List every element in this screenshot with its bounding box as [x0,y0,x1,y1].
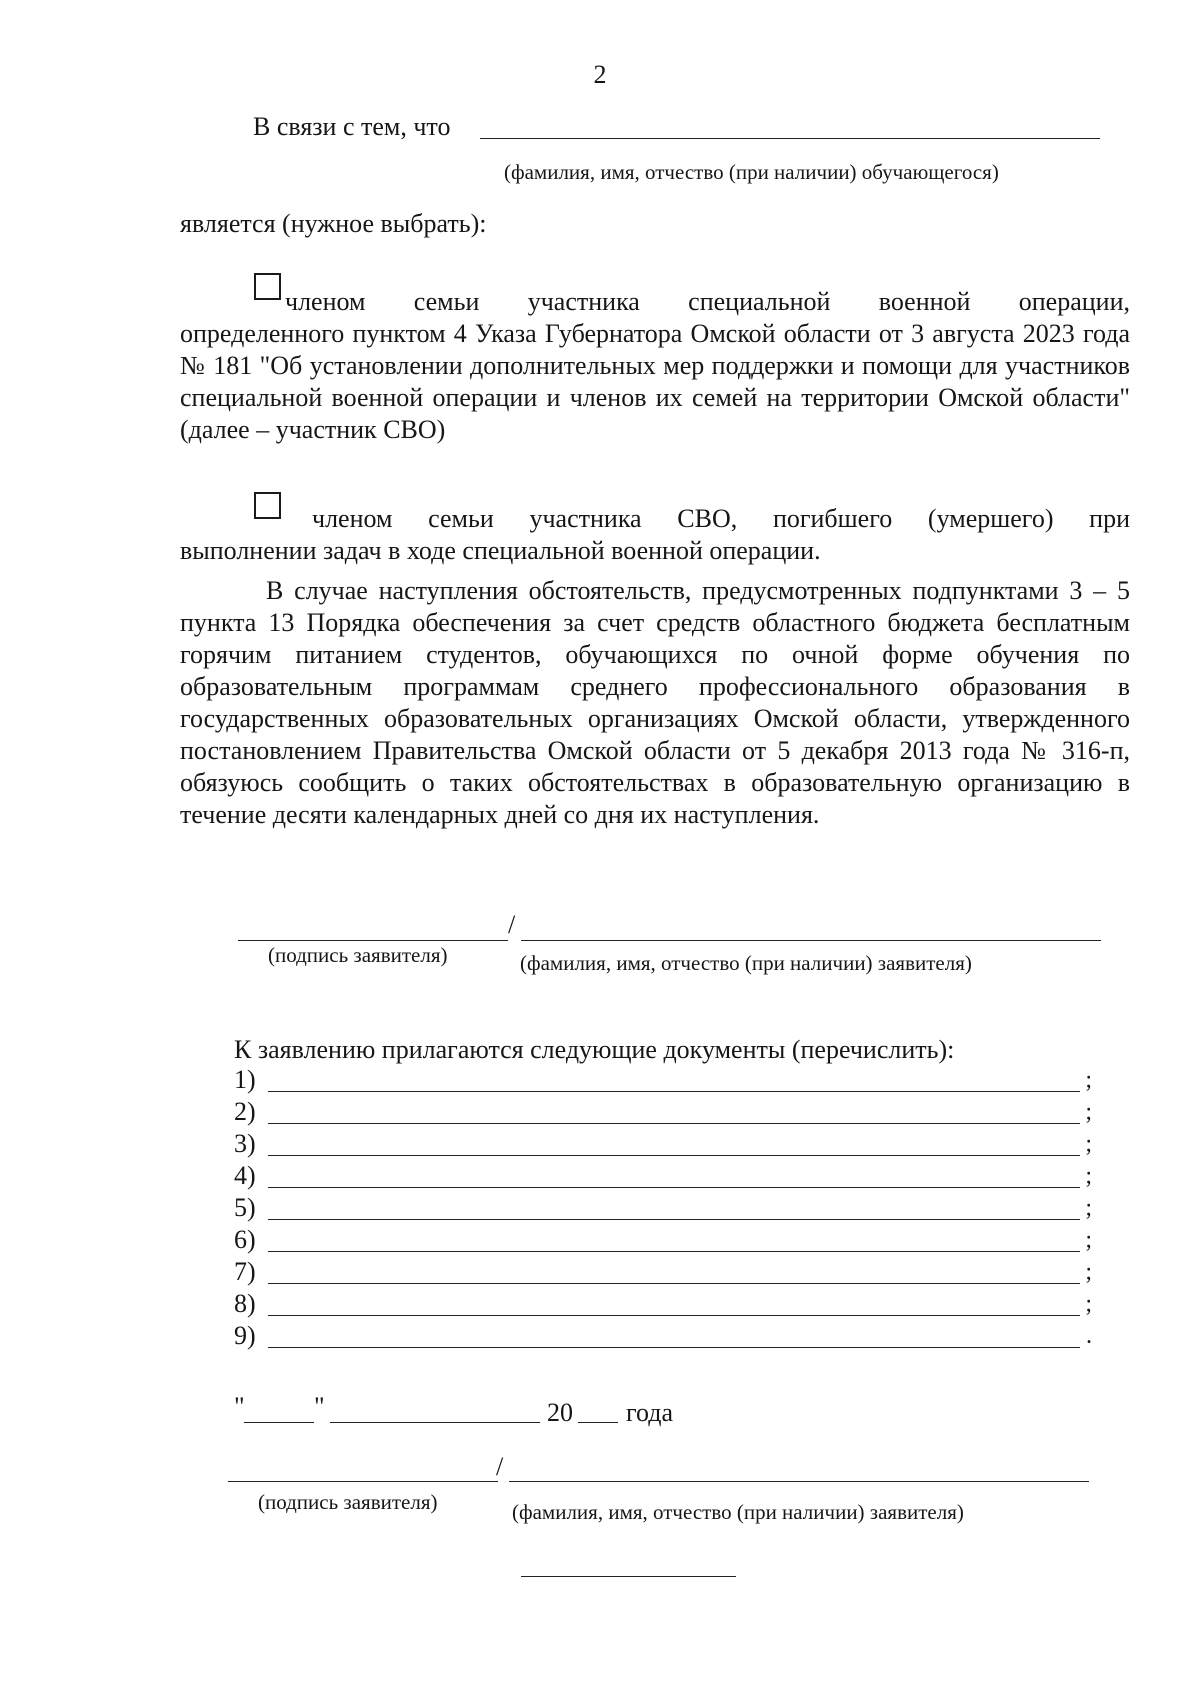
document-number: 7) [234,1257,256,1286]
document-end: ; [1085,1195,1092,1221]
intro-prefix: В связи с тем, что [253,112,451,141]
document-row [234,1289,1094,1321]
document-number: 4) [234,1161,256,1190]
day-field[interactable] [244,1422,314,1423]
documents-heading: К заявлению прилагаются следующие документы (перечислить): [234,1035,955,1064]
option2-rest: выполнении задач в ходе специальной военной операции. [180,536,821,565]
applicant-name-field[interactable] [521,940,1101,941]
signature-field[interactable] [238,940,508,941]
document-end: ; [1085,1291,1092,1317]
document-row [234,1257,1094,1289]
closing-separator [521,1576,736,1577]
document-row [234,1129,1094,1161]
document-end: ; [1085,1163,1092,1189]
document-input[interactable] [268,1187,1080,1188]
choose-label: является (нужное выбрать): [180,209,487,238]
document-number: 1) [234,1065,256,1094]
document-input[interactable] [268,1315,1080,1316]
option1-text [180,286,1130,446]
obligation-text: В случае наступления обстоятельств, предусмотренных подпунктами 3 – 5 пункта 13 Порядка обеспечения за счет средств областного бюджета бесплатным горячим питанием студентов, обучающихся по очной форме обучения по образовательным программам среднего профессионального образования в государственных образовательных организациях Омской области, утвержденного постановлением Правительства Омской области от 5 декабря 2013 года № 316-п, обязуюсь сообщить о таких обстоятельствах в образовательную организацию в течение десяти календарных дней со дня их наступления. [180,576,1130,829]
option1-lead: членом семьи участника специальной военной операции, [285,287,1130,316]
document-input[interactable] [268,1251,1080,1252]
document-end: ; [1085,1259,1092,1285]
document-end: . [1086,1323,1092,1349]
document-input[interactable] [268,1155,1080,1156]
option1-rest: определенного пунктом 4 Указа Губернатора Омской области от 3 августа 2023 года № 181 "Об установлении дополнительных мер поддержки и помощи для участников специальной военной операции и членов их семей на территории Омской области" (далее – участник СВО) [180,319,1130,444]
option2-lead: членом семьи участника СВО, погибшего (умершего) при [312,504,1130,533]
document-input[interactable] [268,1091,1080,1092]
document-end: ; [1085,1067,1092,1093]
document-number: 3) [234,1129,256,1158]
signature-caption: (подпись заявителя) [268,943,448,967]
obligation-paragraph [180,575,1130,831]
month-field[interactable] [330,1422,540,1423]
document-input[interactable] [268,1347,1080,1348]
student-name-caption: (фамилия, имя, отчество (при наличии) обучающегося) [504,160,999,184]
document-end: ; [1085,1131,1092,1157]
signature-slash: / [508,910,516,939]
student-name-field[interactable] [480,138,1100,139]
document-row [234,1097,1094,1129]
applicant-name-caption: (фамилия, имя, отчество (при наличии) заявителя) [520,951,972,975]
document-input[interactable] [268,1283,1080,1284]
date-open-quote: " [234,1392,245,1421]
document-number: 5) [234,1193,256,1222]
document-end: ; [1085,1227,1092,1253]
year-suffix: года [626,1398,674,1427]
document-number: 2) [234,1097,256,1126]
document-row [234,1321,1094,1353]
page-number: 2 [593,60,607,89]
document-row [234,1225,1094,1257]
signature-caption-2: (подпись заявителя) [258,1490,438,1514]
option2-text [180,503,1130,567]
year-prefix: 20 [547,1398,573,1427]
applicant-name-caption-2: (фамилия, имя, отчество (при наличии) заявителя) [512,1500,964,1524]
document-row [234,1065,1094,1097]
applicant-name-field-2[interactable] [509,1481,1089,1482]
document-number: 9) [234,1321,256,1350]
document-end: ; [1085,1099,1092,1125]
document-row [234,1161,1094,1193]
year-field[interactable] [578,1422,618,1423]
document-row [234,1193,1094,1225]
document-number: 6) [234,1225,256,1254]
document-input[interactable] [268,1219,1080,1220]
document-number: 8) [234,1289,256,1318]
date-close-quote: " [314,1392,325,1421]
document-input[interactable] [268,1123,1080,1124]
signature-slash-2: / [496,1452,504,1481]
signature-field-2[interactable] [228,1481,498,1482]
